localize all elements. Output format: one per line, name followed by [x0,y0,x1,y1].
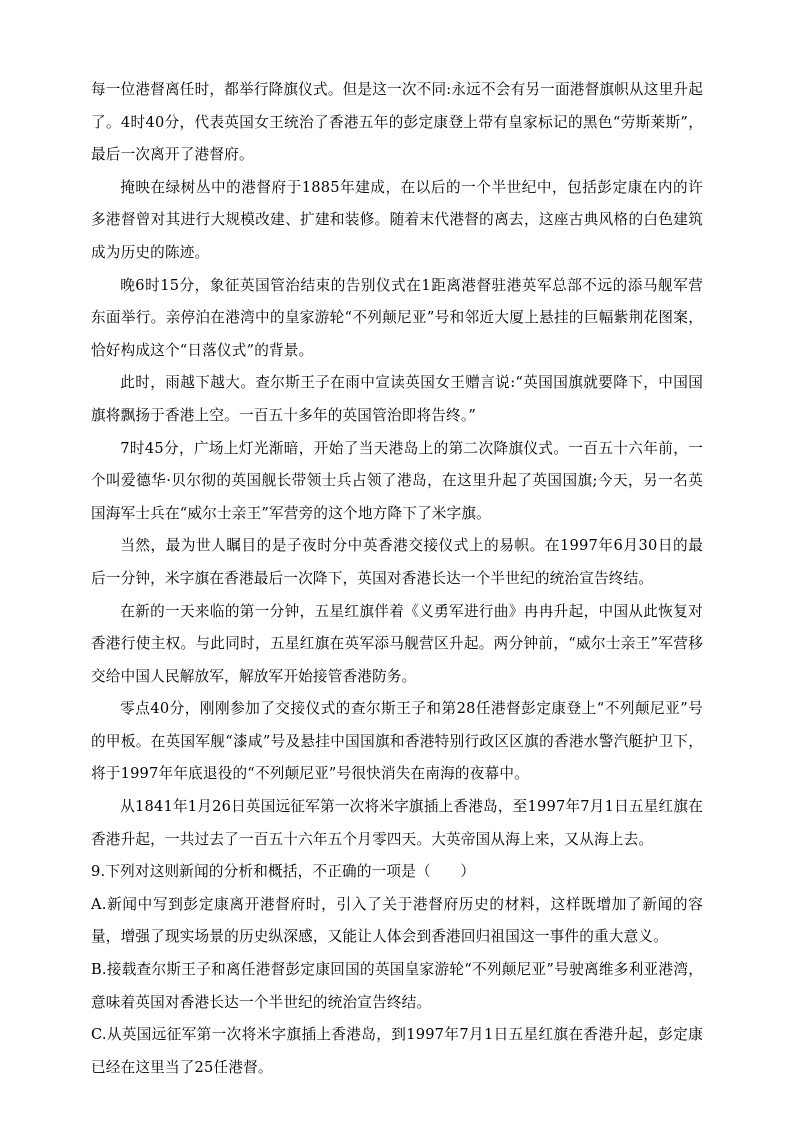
option-b: B.接载查尔斯王子和离任港督彭定康回国的英国皇家游轮“不列颠尼亚”号驶离维多利亚港湾，意味着英国对香港长达一个半世纪的统治宣告终结。 [91,961,703,1011]
paragraph-6: 当然，最为世人瞩目的是子夜时分中英香港交接仪式上的易帜。在1997年6月30日的最后一分钟，米字旗在香港最后一次降下，英国对香港长达一个半世纪的统治宣告终结。 [91,537,703,587]
paragraph-8: 零点40分，刚刚参加了交接仪式的查尔斯王子和第28任港督彭定康登上“不列颠尼亚”号的甲板。在英国军舰“漆咸”号及悬挂中国国旗和香港特别行政区区旗的香港水警汽艇护卫下，将于1997年年底退役的“不列颠尼亚”号很快消失在南海的夜幕中。 [91,700,703,783]
paragraph-1: 每一位港督离任时，都举行降旗仪式。但是这一次不同:永远不会有另一面港督旗帜从这里升起了。4时40分，代表英国女王统治了香港五年的彭定康登上带有皇家标记的黑色“劳斯莱斯”，最后一次离开了港督府。 [91,81,703,164]
document-page [91,74,703,1084]
option-c: C.从英国远征军第一次将米字旗插上香港岛，到1997年7月1日五星红旗在香港升起，彭定康已经在这里当了25任港督。 [91,1026,703,1076]
option-a: A.新闻中写到彭定康离开港督府时，引入了关于港督府历史的材料，这样既增加了新闻的容量，增强了现实场景的历史纵深感，又能让人体会到香港回归祖国这一事件的重大意义。 [91,895,703,946]
paragraph-2: 掩映在绿树丛中的港督府于1885年建成，在以后的一个半世纪中，包括彭定康在内的许多港督曾对其进行大规模改建、扩建和装修。随着末代港督的离去，这座古典风格的白色建筑成为历史的陈迹。 [91,178,703,261]
paragraph-9: 从1841年1月26日英国远征军第一次将米字旗插上香港岛，至1997年7月1日五星红旗在香港升起，一共过去了一百五十六年五个月零四天。大英帝国从海上来，又从海上去。 [91,798,703,848]
paragraph-4: 此时，雨越下越大。查尔斯王子在雨中宣读英国女王赠言说:“英国国旗就要降下，中国国旗将飘扬于香港上空。一百五十多年的英国管治即将告终。” [91,374,703,424]
question-stem: 9.下列对这则新闻的分析和概括，不正确的一项是（ ） [91,863,476,881]
paragraph-5: 7时45分，广场上灯光渐暗，开始了当天港岛上的第二次降旗仪式。一百五十六年前，一个叫爱德华·贝尔彻的英国舰长带领士兵占领了港岛，在这里升起了英国国旗;今天，另一名英国海军士兵在“威尔士亲王”军营旁的这个地方降下了米字旗。 [91,439,703,522]
paragraph-7: 在新的一天来临的第一分钟，五星红旗伴着《义勇军进行曲》冉冉升起，中国从此恢复对香港行使主权。与此同时，五星红旗在英军添马舰营区升起。两分钟前，“威尔士亲王”军营移交给中国人民解放军，解放军开始接管香港防务。 [91,602,703,685]
paragraph-3: 晚6时15分，象征英国管治结束的告别仪式在1距离港督驻港英军总部不远的添马舰军营东面举行。亲停泊在港湾中的皇家游轮“不列颠尼亚”号和邻近大厦上悬挂的巨幅紫荆花图案，恰好构成这个“日落仪式”的背景。 [91,276,703,359]
